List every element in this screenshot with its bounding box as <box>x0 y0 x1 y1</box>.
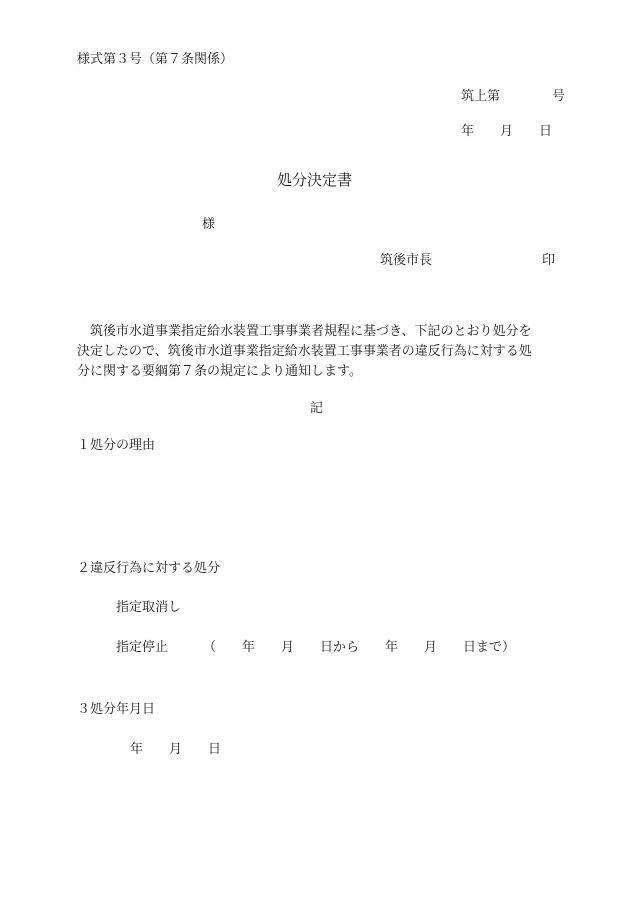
document-title: 処分決定書 <box>277 171 353 189</box>
suspend-period: （ 年 月 日から 年 月 日まで） <box>203 640 516 655</box>
section-1-heading: １処分の理由 <box>77 438 156 453</box>
option-cancel: 指定取消し <box>116 600 182 615</box>
addressee-suffix: 様 <box>202 217 216 232</box>
sender-name: 筑後市長 <box>380 253 433 268</box>
section-3-heading: ３処分年月日 <box>77 702 156 717</box>
ki-heading: 記 <box>310 401 324 416</box>
option-suspend: 指定停止 <box>116 640 169 655</box>
body-line-3: 分に関する要綱第７条の規定により通知します。 <box>77 364 362 379</box>
form-id: 様式第３号（第７条関係） <box>77 52 234 67</box>
body-line-1: 筑後市水道事業指定給水装置工事事業者規程に基づき、下記のとおり処分を <box>90 324 532 339</box>
body-line-2: 決定したので、筑後市水道事業指定給水装置工事事業者の違反行為に対する処 <box>77 344 532 359</box>
seal-mark: 印 <box>542 253 556 268</box>
document-number: 筑上第 号 <box>461 89 566 104</box>
document-date: 年 月 日 <box>461 124 553 139</box>
section-2-heading: ２違反行為に対する処分 <box>77 561 221 576</box>
disposition-date: 年 月 日 <box>130 742 222 757</box>
body-paragraph <box>77 322 562 382</box>
